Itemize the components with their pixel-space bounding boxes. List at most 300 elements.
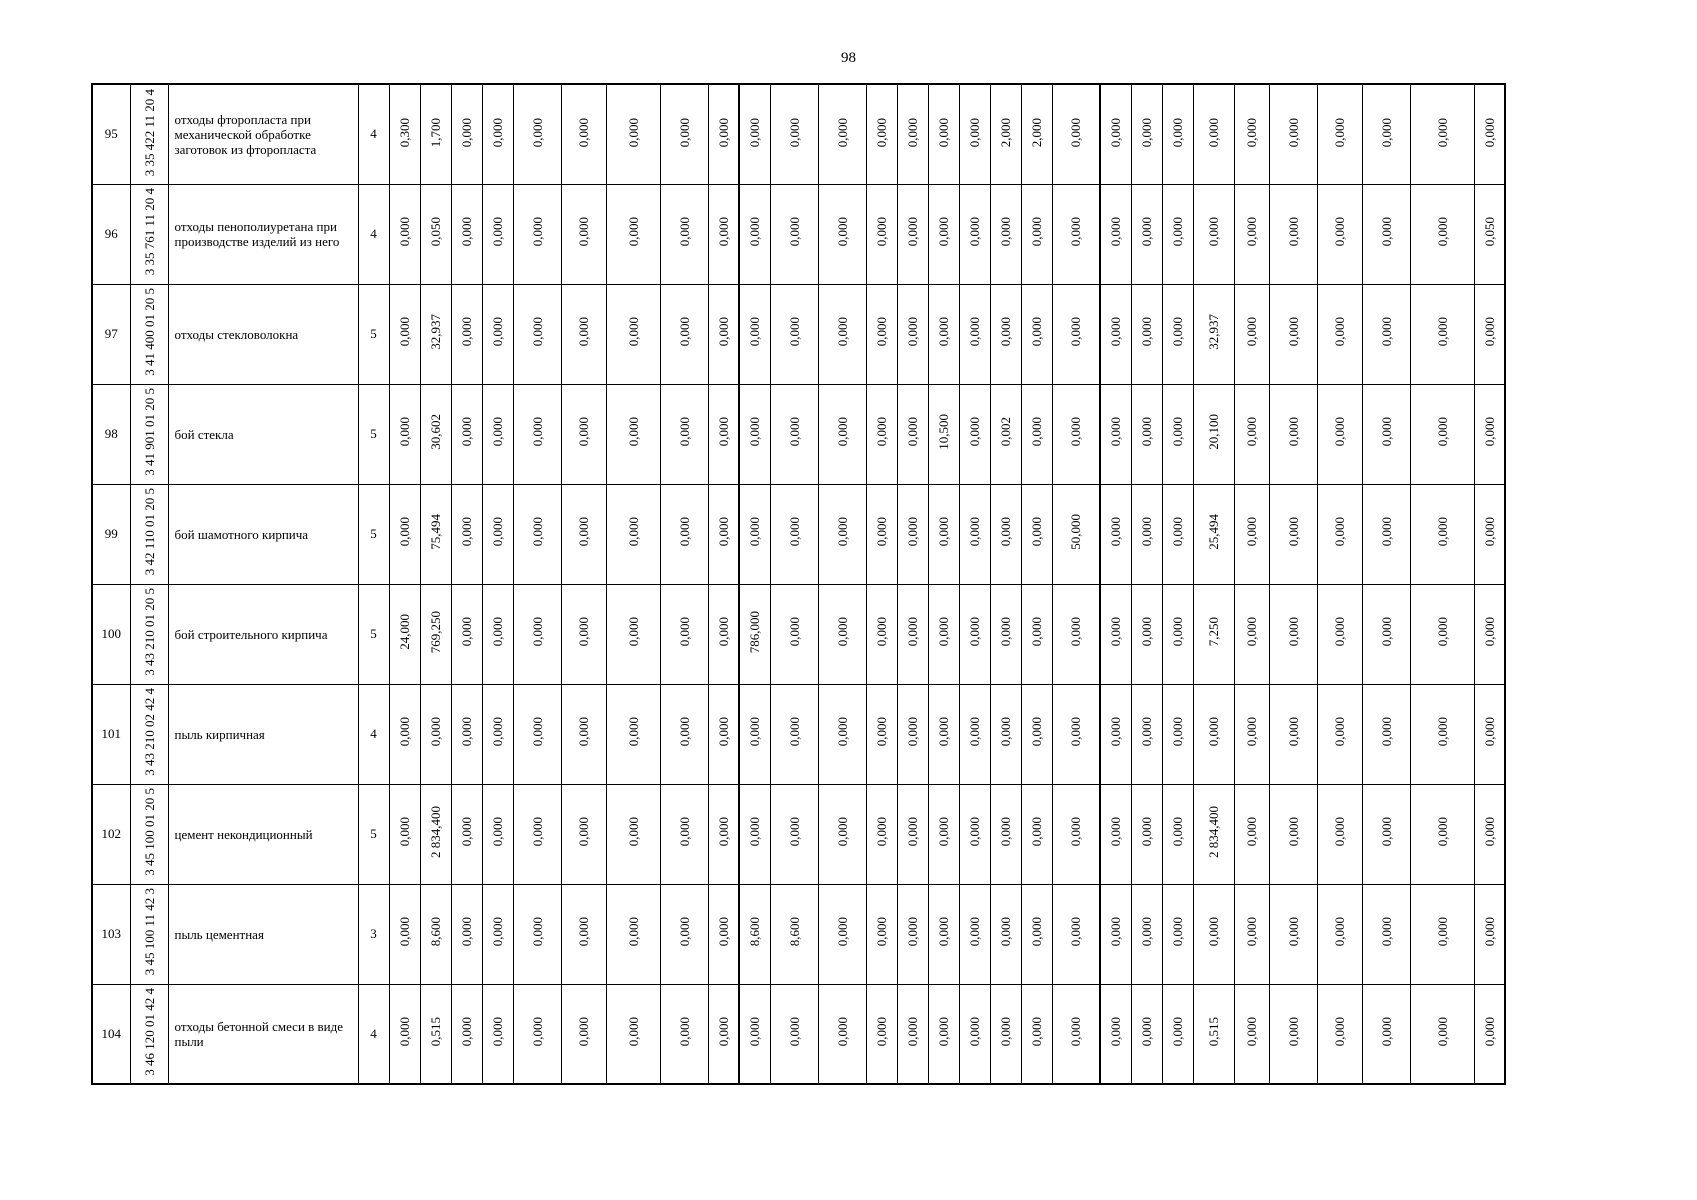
value-cell xyxy=(1162,84,1193,184)
value-text: 0,000 xyxy=(967,917,982,947)
value-text: 0,515 xyxy=(1206,1017,1221,1047)
value-cell xyxy=(959,684,990,784)
value-cell xyxy=(1193,184,1234,284)
value-cell xyxy=(1362,484,1410,584)
value-text: 0,000 xyxy=(967,717,982,747)
value-text: 0,000 xyxy=(786,617,802,647)
value-text: 0,000 xyxy=(905,117,920,147)
value-cell xyxy=(1269,884,1317,984)
value-cell xyxy=(708,384,739,484)
waste-code: 3 42 110 01 20 5 xyxy=(141,488,157,576)
table-row xyxy=(92,84,1505,184)
value-cell xyxy=(606,84,660,184)
value-text: 0,000 xyxy=(1332,117,1347,147)
value-cell xyxy=(513,184,561,284)
value-cell xyxy=(482,984,513,1084)
value-text: 0,000 xyxy=(874,717,889,747)
value-text: 0,000 xyxy=(1108,1017,1124,1047)
value-cell xyxy=(959,784,990,884)
value-text: 7,250 xyxy=(1206,617,1221,647)
value-cell xyxy=(818,884,866,984)
value-text: 0,000 xyxy=(576,117,591,147)
value-text: 0,000 xyxy=(936,1017,951,1047)
value-text: 2 834,400 xyxy=(1206,806,1221,858)
value-text: 0,000 xyxy=(1068,217,1084,247)
value-cell xyxy=(739,184,770,284)
value-cell xyxy=(739,84,770,184)
waste-code: 3 43 210 02 42 4 xyxy=(141,688,157,776)
value-cell xyxy=(420,84,451,184)
value-cell xyxy=(389,184,420,284)
value-text: 0,000 xyxy=(676,1017,692,1047)
table-row xyxy=(92,784,1505,884)
waste-name: бой строительного кирпича xyxy=(168,584,358,684)
value-text: 0,000 xyxy=(1139,317,1154,347)
value-text: 0,000 xyxy=(936,117,951,147)
value-text: 0,000 xyxy=(1285,717,1301,747)
value-cell xyxy=(1474,384,1505,484)
value-cell xyxy=(1162,284,1193,384)
value-cell xyxy=(708,484,739,584)
value-text: 0,000 xyxy=(397,217,412,247)
value-text: 0,000 xyxy=(459,617,474,647)
value-text: 0,000 xyxy=(1029,817,1044,847)
value-text: 0,000 xyxy=(1285,217,1301,247)
value-text: 0,000 xyxy=(529,817,545,847)
value-text: 0,000 xyxy=(1378,417,1394,447)
value-cell xyxy=(866,284,897,384)
value-text: 0,000 xyxy=(1139,617,1154,647)
value-cell xyxy=(1362,884,1410,984)
value-cell xyxy=(1269,284,1317,384)
value-cell xyxy=(1052,584,1100,684)
value-text: 0,000 xyxy=(998,817,1013,847)
value-cell xyxy=(770,784,818,884)
value-cell xyxy=(1410,184,1474,284)
value-cell xyxy=(606,384,660,484)
value-text: 0,000 xyxy=(676,717,692,747)
value-text: 0,000 xyxy=(967,117,982,147)
value-cell xyxy=(1100,984,1131,1084)
value-cell xyxy=(897,184,928,284)
value-cell xyxy=(1052,684,1100,784)
value-cell xyxy=(420,784,451,884)
value-text: 24,000 xyxy=(397,614,412,650)
value-cell xyxy=(1021,684,1052,784)
value-text: 0,000 xyxy=(936,617,951,647)
value-cell xyxy=(1474,484,1505,584)
value-text: 0,000 xyxy=(786,717,802,747)
waste-code-cell xyxy=(130,284,168,384)
value-cell xyxy=(1131,184,1162,284)
value-text: 0,000 xyxy=(529,617,545,647)
value-text: 0,000 xyxy=(1170,217,1185,247)
value-text: 0,000 xyxy=(905,717,920,747)
hazard-class: 5 xyxy=(358,784,389,884)
value-cell xyxy=(818,684,866,784)
value-text: 0,000 xyxy=(490,617,505,647)
value-text: 0,000 xyxy=(1285,917,1301,947)
value-cell xyxy=(1100,784,1131,884)
value-text: 0,000 xyxy=(459,517,474,547)
value-text: 0,000 xyxy=(747,517,763,547)
value-cell xyxy=(770,284,818,384)
value-cell xyxy=(420,584,451,684)
value-cell xyxy=(708,84,739,184)
value-cell xyxy=(606,684,660,784)
value-text: 0,000 xyxy=(1481,617,1497,647)
value-cell xyxy=(1362,684,1410,784)
value-text: 0,000 xyxy=(1481,517,1497,547)
value-cell xyxy=(389,384,420,484)
value-text: 0,000 xyxy=(1068,417,1084,447)
waste-code-cell xyxy=(130,184,168,284)
value-text: 0,000 xyxy=(459,917,474,947)
value-cell xyxy=(928,184,959,284)
value-text: 10,500 xyxy=(936,414,951,450)
value-cell xyxy=(420,284,451,384)
value-cell xyxy=(818,784,866,884)
waste-code-cell xyxy=(130,984,168,1084)
value-cell xyxy=(739,784,770,884)
value-cell xyxy=(1234,184,1269,284)
value-text: 0,000 xyxy=(1481,117,1497,147)
value-text: 0,000 xyxy=(936,717,951,747)
value-text: 0,000 xyxy=(1108,317,1124,347)
hazard-class: 4 xyxy=(358,84,389,184)
value-text: 0,000 xyxy=(1139,217,1154,247)
value-text: 0,000 xyxy=(834,417,850,447)
value-cell xyxy=(1021,484,1052,584)
value-text: 0,000 xyxy=(1332,617,1347,647)
value-text: 0,000 xyxy=(1170,317,1185,347)
value-text: 0,000 xyxy=(998,917,1013,947)
value-cell xyxy=(1162,584,1193,684)
value-text: 0,000 xyxy=(1139,717,1154,747)
value-cell xyxy=(1362,784,1410,884)
value-cell xyxy=(770,684,818,784)
value-text: 0,050 xyxy=(428,217,443,247)
value-text: 0,000 xyxy=(1170,817,1185,847)
value-cell xyxy=(1362,84,1410,184)
value-cell xyxy=(1234,684,1269,784)
value-text: 0,000 xyxy=(1434,517,1450,547)
value-cell xyxy=(770,984,818,1084)
value-cell xyxy=(959,284,990,384)
value-text: 0,000 xyxy=(747,217,763,247)
value-cell xyxy=(451,284,482,384)
value-text: 0,000 xyxy=(1170,417,1185,447)
value-cell xyxy=(1234,284,1269,384)
value-text: 0,000 xyxy=(529,717,545,747)
value-cell xyxy=(770,584,818,684)
value-text: 0,000 xyxy=(1481,317,1497,347)
value-cell xyxy=(990,284,1021,384)
value-text: 0,515 xyxy=(428,1017,443,1047)
value-text: 0,000 xyxy=(625,917,641,947)
value-cell xyxy=(1021,284,1052,384)
value-text: 0,000 xyxy=(459,217,474,247)
value-cell xyxy=(513,384,561,484)
value-cell xyxy=(708,984,739,1084)
table-row xyxy=(92,284,1505,384)
value-cell xyxy=(990,84,1021,184)
value-cell xyxy=(818,984,866,1084)
value-text: 0,000 xyxy=(1378,617,1394,647)
table-row xyxy=(92,684,1505,784)
value-text: 2 834,400 xyxy=(428,806,443,858)
value-text: 0,000 xyxy=(1332,417,1347,447)
value-cell xyxy=(1269,584,1317,684)
waste-code: 3 35 761 11 20 4 xyxy=(141,188,157,276)
value-text: 0,000 xyxy=(576,1017,591,1047)
value-cell xyxy=(739,684,770,784)
value-text: 0,000 xyxy=(397,817,412,847)
value-text: 0,000 xyxy=(1170,717,1185,747)
value-cell xyxy=(1474,784,1505,884)
value-text: 32,937 xyxy=(1206,314,1221,350)
value-text: 0,000 xyxy=(1378,917,1394,947)
value-cell xyxy=(959,384,990,484)
value-cell xyxy=(451,384,482,484)
value-cell xyxy=(1269,384,1317,484)
value-cell xyxy=(482,784,513,884)
value-cell xyxy=(660,784,708,884)
value-text: 0,000 xyxy=(1139,417,1154,447)
value-text: 0,000 xyxy=(874,317,889,347)
value-cell xyxy=(708,184,739,284)
value-cell xyxy=(959,584,990,684)
waste-code: 3 41 901 01 20 5 xyxy=(141,388,157,476)
value-cell xyxy=(1131,84,1162,184)
waste-name: цемент некондиционный xyxy=(168,784,358,884)
value-cell xyxy=(1131,684,1162,784)
value-text: 0,000 xyxy=(1332,917,1347,947)
value-text: 0,000 xyxy=(1332,317,1347,347)
value-text: 0,000 xyxy=(1108,917,1124,947)
value-text: 0,000 xyxy=(625,217,641,247)
value-text: 0,000 xyxy=(1139,1017,1154,1047)
value-text: 0,000 xyxy=(967,217,982,247)
value-text: 0,000 xyxy=(874,517,889,547)
value-cell xyxy=(1131,484,1162,584)
value-cell xyxy=(1234,484,1269,584)
value-cell xyxy=(1193,684,1234,784)
table-row xyxy=(92,384,1505,484)
value-text: 0,000 xyxy=(1244,617,1259,647)
value-text: 0,000 xyxy=(715,1017,731,1047)
value-text: 0,000 xyxy=(1285,417,1301,447)
value-text: 2,000 xyxy=(998,117,1013,147)
value-cell xyxy=(482,284,513,384)
value-cell xyxy=(1162,884,1193,984)
value-text: 0,000 xyxy=(905,317,920,347)
value-cell xyxy=(928,284,959,384)
value-cell xyxy=(451,784,482,884)
value-cell xyxy=(990,684,1021,784)
value-cell xyxy=(990,984,1021,1084)
value-text: 0,000 xyxy=(1244,217,1259,247)
value-cell xyxy=(708,284,739,384)
value-text: 0,000 xyxy=(834,217,850,247)
value-cell xyxy=(482,884,513,984)
value-text: 0,000 xyxy=(1285,517,1301,547)
value-cell xyxy=(1052,384,1100,484)
value-text: 0,000 xyxy=(1170,917,1185,947)
value-text: 0,000 xyxy=(715,817,731,847)
value-cell xyxy=(389,884,420,984)
waste-code: 3 41 400 01 20 5 xyxy=(141,288,157,376)
waste-name: бой стекла xyxy=(168,384,358,484)
value-text: 0,000 xyxy=(397,917,412,947)
value-cell xyxy=(959,84,990,184)
value-text: 0,000 xyxy=(834,1017,850,1047)
value-cell xyxy=(708,584,739,684)
value-text: 0,000 xyxy=(1434,217,1450,247)
waste-code-cell xyxy=(130,584,168,684)
value-cell xyxy=(482,484,513,584)
value-text: 0,000 xyxy=(459,817,474,847)
value-cell xyxy=(818,184,866,284)
hazard-class: 5 xyxy=(358,284,389,384)
value-cell xyxy=(1162,384,1193,484)
value-cell xyxy=(513,584,561,684)
value-cell xyxy=(660,284,708,384)
value-text: 0,000 xyxy=(786,1017,802,1047)
value-text: 0,000 xyxy=(998,517,1013,547)
value-text: 0,000 xyxy=(715,717,731,747)
value-cell xyxy=(561,984,606,1084)
value-cell xyxy=(1162,984,1193,1084)
value-cell xyxy=(1052,984,1100,1084)
value-text: 0,000 xyxy=(1108,617,1124,647)
value-cell xyxy=(1234,384,1269,484)
value-cell xyxy=(451,584,482,684)
value-text: 0,000 xyxy=(529,217,545,247)
waste-code-cell xyxy=(130,884,168,984)
value-text: 0,000 xyxy=(786,217,802,247)
value-text: 0,000 xyxy=(490,317,505,347)
value-text: 0,000 xyxy=(715,117,731,147)
value-text: 0,000 xyxy=(874,117,889,147)
value-text: 0,000 xyxy=(715,617,731,647)
value-text: 0,000 xyxy=(625,617,641,647)
value-text: 0,000 xyxy=(1332,817,1347,847)
value-cell xyxy=(739,984,770,1084)
value-text: 0,000 xyxy=(1029,317,1044,347)
value-text: 0,000 xyxy=(459,417,474,447)
waste-code-cell xyxy=(130,84,168,184)
value-text: 0,000 xyxy=(1068,917,1084,947)
value-text: 0,000 xyxy=(676,817,692,847)
value-text: 0,000 xyxy=(747,417,763,447)
value-text: 0,000 xyxy=(874,417,889,447)
value-cell xyxy=(1131,584,1162,684)
value-cell xyxy=(420,484,451,584)
row-number: 97 xyxy=(92,284,130,384)
value-cell xyxy=(1052,284,1100,384)
value-text: 0,000 xyxy=(1108,517,1124,547)
value-text: 0,000 xyxy=(1481,817,1497,847)
value-cell xyxy=(1162,684,1193,784)
value-cell xyxy=(1162,184,1193,284)
value-text: 0,000 xyxy=(490,917,505,947)
value-cell xyxy=(897,884,928,984)
value-cell xyxy=(1193,784,1234,884)
value-cell xyxy=(1410,384,1474,484)
value-text: 0,000 xyxy=(747,1017,763,1047)
value-text: 0,000 xyxy=(936,317,951,347)
value-cell xyxy=(1021,884,1052,984)
value-cell xyxy=(1362,284,1410,384)
value-cell xyxy=(660,184,708,284)
value-cell xyxy=(1021,584,1052,684)
value-text: 0,000 xyxy=(576,417,591,447)
value-text: 0,000 xyxy=(905,817,920,847)
value-text: 0,000 xyxy=(676,417,692,447)
value-cell xyxy=(1269,784,1317,884)
value-cell xyxy=(1193,484,1234,584)
value-text: 0,000 xyxy=(576,917,591,947)
value-cell xyxy=(1317,684,1362,784)
value-cell xyxy=(561,384,606,484)
value-cell xyxy=(928,484,959,584)
value-cell xyxy=(770,84,818,184)
value-cell xyxy=(770,884,818,984)
value-cell xyxy=(1362,584,1410,684)
value-cell xyxy=(1100,84,1131,184)
waste-name: отходы пенополиуретана при производстве изделий из него xyxy=(168,184,358,284)
value-text: 0,000 xyxy=(397,1017,412,1047)
value-text: 0,000 xyxy=(1332,517,1347,547)
value-cell xyxy=(451,84,482,184)
value-text: 0,000 xyxy=(1170,117,1185,147)
value-cell xyxy=(606,784,660,884)
value-cell xyxy=(389,584,420,684)
value-text: 0,000 xyxy=(1068,617,1084,647)
value-cell xyxy=(959,984,990,1084)
value-cell xyxy=(1100,484,1131,584)
value-cell xyxy=(1474,84,1505,184)
value-text: 0,000 xyxy=(459,717,474,747)
value-cell xyxy=(1269,684,1317,784)
value-cell xyxy=(389,484,420,584)
value-text: 0,000 xyxy=(397,317,412,347)
table-row xyxy=(92,984,1505,1084)
value-text: 0,000 xyxy=(1139,917,1154,947)
value-text: 0,000 xyxy=(998,217,1013,247)
value-text: 8,600 xyxy=(428,917,443,947)
value-text: 0,000 xyxy=(1244,817,1259,847)
value-text: 0,000 xyxy=(576,517,591,547)
value-cell xyxy=(928,984,959,1084)
value-text: 0,000 xyxy=(576,817,591,847)
value-cell xyxy=(1131,984,1162,1084)
value-cell xyxy=(1410,84,1474,184)
waste-name: отходы бетонной смеси в виде пыли xyxy=(168,984,358,1084)
table-row xyxy=(92,484,1505,584)
value-text: 0,000 xyxy=(676,917,692,947)
value-text: 0,000 xyxy=(1170,617,1185,647)
table-row xyxy=(92,584,1505,684)
value-cell xyxy=(606,484,660,584)
value-cell xyxy=(420,884,451,984)
value-cell xyxy=(1100,384,1131,484)
waste-code-cell xyxy=(130,784,168,884)
value-text: 32,937 xyxy=(428,314,443,350)
table-row xyxy=(92,184,1505,284)
value-cell xyxy=(420,384,451,484)
